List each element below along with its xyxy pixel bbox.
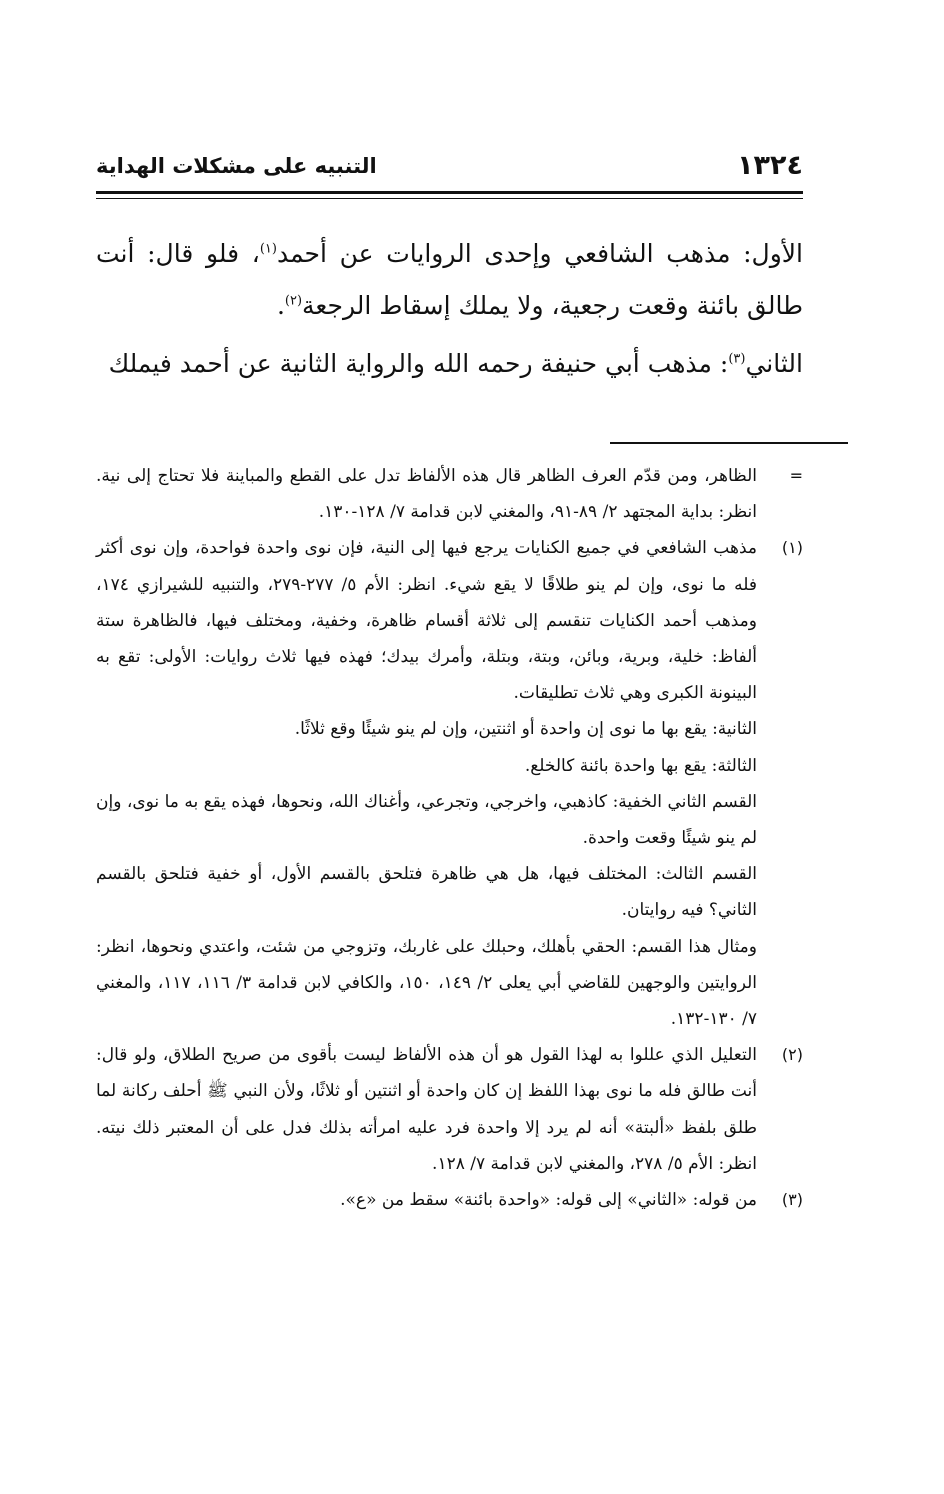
footnote-line: الثانية: يقع بها ما نوى إن واحدة أو اثنتين، وإن لم ينو شيئًا وقع ثلاثًا.	[294, 719, 757, 740]
footnote-3	[96, 1182, 803, 1218]
footnote-marker: (٢)	[781, 1045, 803, 1065]
footnotes	[96, 458, 803, 1218]
footnote-line: الظاهر، ومن قدّم العرف الظاهر قال هذه الألفاظ تدل على القطع والمباينة فلا تحتاج إلى نية. انظر: بداية المجتهد ٢/ ٨٩-٩١، والمغني لابن قدامة ٧/ ١٢٨-١٣٠.	[96, 466, 757, 523]
footnote-ref-1[interactable]: (١)	[259, 241, 277, 257]
main-paragraph-2	[96, 338, 803, 390]
footnote-line: ومثال هذا القسم: الحقي بأهلك، وحبلك على غاربك، وتزوجي من شئت، واعتدي ونحوها، انظر: الروايتين والوجهين للقاضي أبي يعلى ٢/ ١٤٩، ١٥٠، والكافي لابن قدامة ٣/ ١١٦، ١١٧، والمغني ٧/ ١٣٠-١٣٢.	[96, 936, 757, 1030]
footnote-ref-3[interactable]: (٣)	[728, 351, 746, 367]
main-p2-text-b: : مذهب أبي حنيفة رحمه الله والرواية الثانية عن أحمد فيملك	[108, 349, 729, 378]
main-paragraph-1	[96, 228, 803, 332]
footnote-marker: =	[789, 466, 803, 485]
header-rule-thin	[96, 198, 803, 199]
main-p1-text-a: الأول: مذهب الشافعي وإحدى الروايات عن أحمد	[276, 239, 803, 268]
footnote-separator	[610, 442, 848, 444]
running-title: التنبيه على مشكلات الهداية	[96, 154, 377, 178]
footnote-marker: (٣)	[781, 1190, 803, 1210]
footnote-marker: (١)	[781, 538, 803, 558]
footnote-line: من قوله: «الثاني» إلى قوله: «واحدة بائنة» سقط من «ع».	[340, 1190, 757, 1211]
footnote-line: القسم الثاني الخفية: كاذهبي، واخرجي، وتجرعي، وأغناك الله، ونحوها، فهذه يقع به ما نوى، وإن لم ينو شيئًا وقعت واحدة.	[96, 791, 757, 849]
footnote-ref-2[interactable]: (٢)	[284, 293, 303, 309]
footnote-line: التعليل الذي عللوا به لهذا القول هو أن هذه الألفاظ ليست بأقوى من صريح الطلاق، ولو قال: أنت طالق فله ما نوى بهذا اللفظ إن كان واحدة أو اثنتين أو ثلاثًا، ولأن النبي ﷺ أحلف ركانة لما طلق بلفظ «ألبتة» أنه لم يرد إلا واحدة فرد عليه امرأته بذلك فدل على أن المعتبر ذلك نيته. انظر: الأم ٥/ ٢٧٨، والمغني لابن قدامة ٧/ ١٢٨.	[96, 1045, 757, 1174]
page-number: ١٣٢٤	[737, 150, 803, 181]
footnote-continued	[96, 458, 803, 530]
footnote-line: الثالثة: يقع بها واحدة بائنة كالخلع.	[524, 755, 757, 776]
footnote-1	[96, 530, 803, 1037]
footnote-2	[96, 1037, 803, 1182]
page-header	[96, 148, 803, 188]
main-p2-text-a: الثاني	[745, 349, 803, 378]
main-text	[96, 228, 803, 390]
main-p1-text-end: .	[276, 291, 285, 320]
footnote-line: القسم الثالث: المختلف فيها، هل هي ظاهرة فتلحق بالقسم الأول، أو خفية فتلحق بالقسم الثاني؟ فيه روايتان.	[96, 864, 757, 921]
main-p1-text-b: ، فلو قال: أنت طالق بائنة وقعت رجعية، ولا يملك إسقاط الرجعة	[96, 239, 803, 320]
header-rule-thick	[96, 191, 803, 194]
footnote-line: مذهب الشافعي في جميع الكنايات يرجع فيها إلى النية، فإن نوى واحدة فواحدة، وإن نوى أكثر فله ما نوى، وإن لم ينو طلاقًا لا يقع شيء. انظر: الأم ٥/ ٢٧٧-٢٧٩، والتنبيه للشيرازي ١٧٤، ومذهب أحمد الكنايات تنقسم إلى ثلاثة أقسام ظاهرة، وخفية، ومختلف فيها، فالظاهرة ستة ألفاظ: خلية، وبرية، وبائن، وبتة، وبتلة، وأمرك بيدك؛ فهذه فيها ثلاث روايات: الأولى: تقع به البينونة الكبرى وهي ثلاث تطليقات.	[96, 538, 757, 704]
